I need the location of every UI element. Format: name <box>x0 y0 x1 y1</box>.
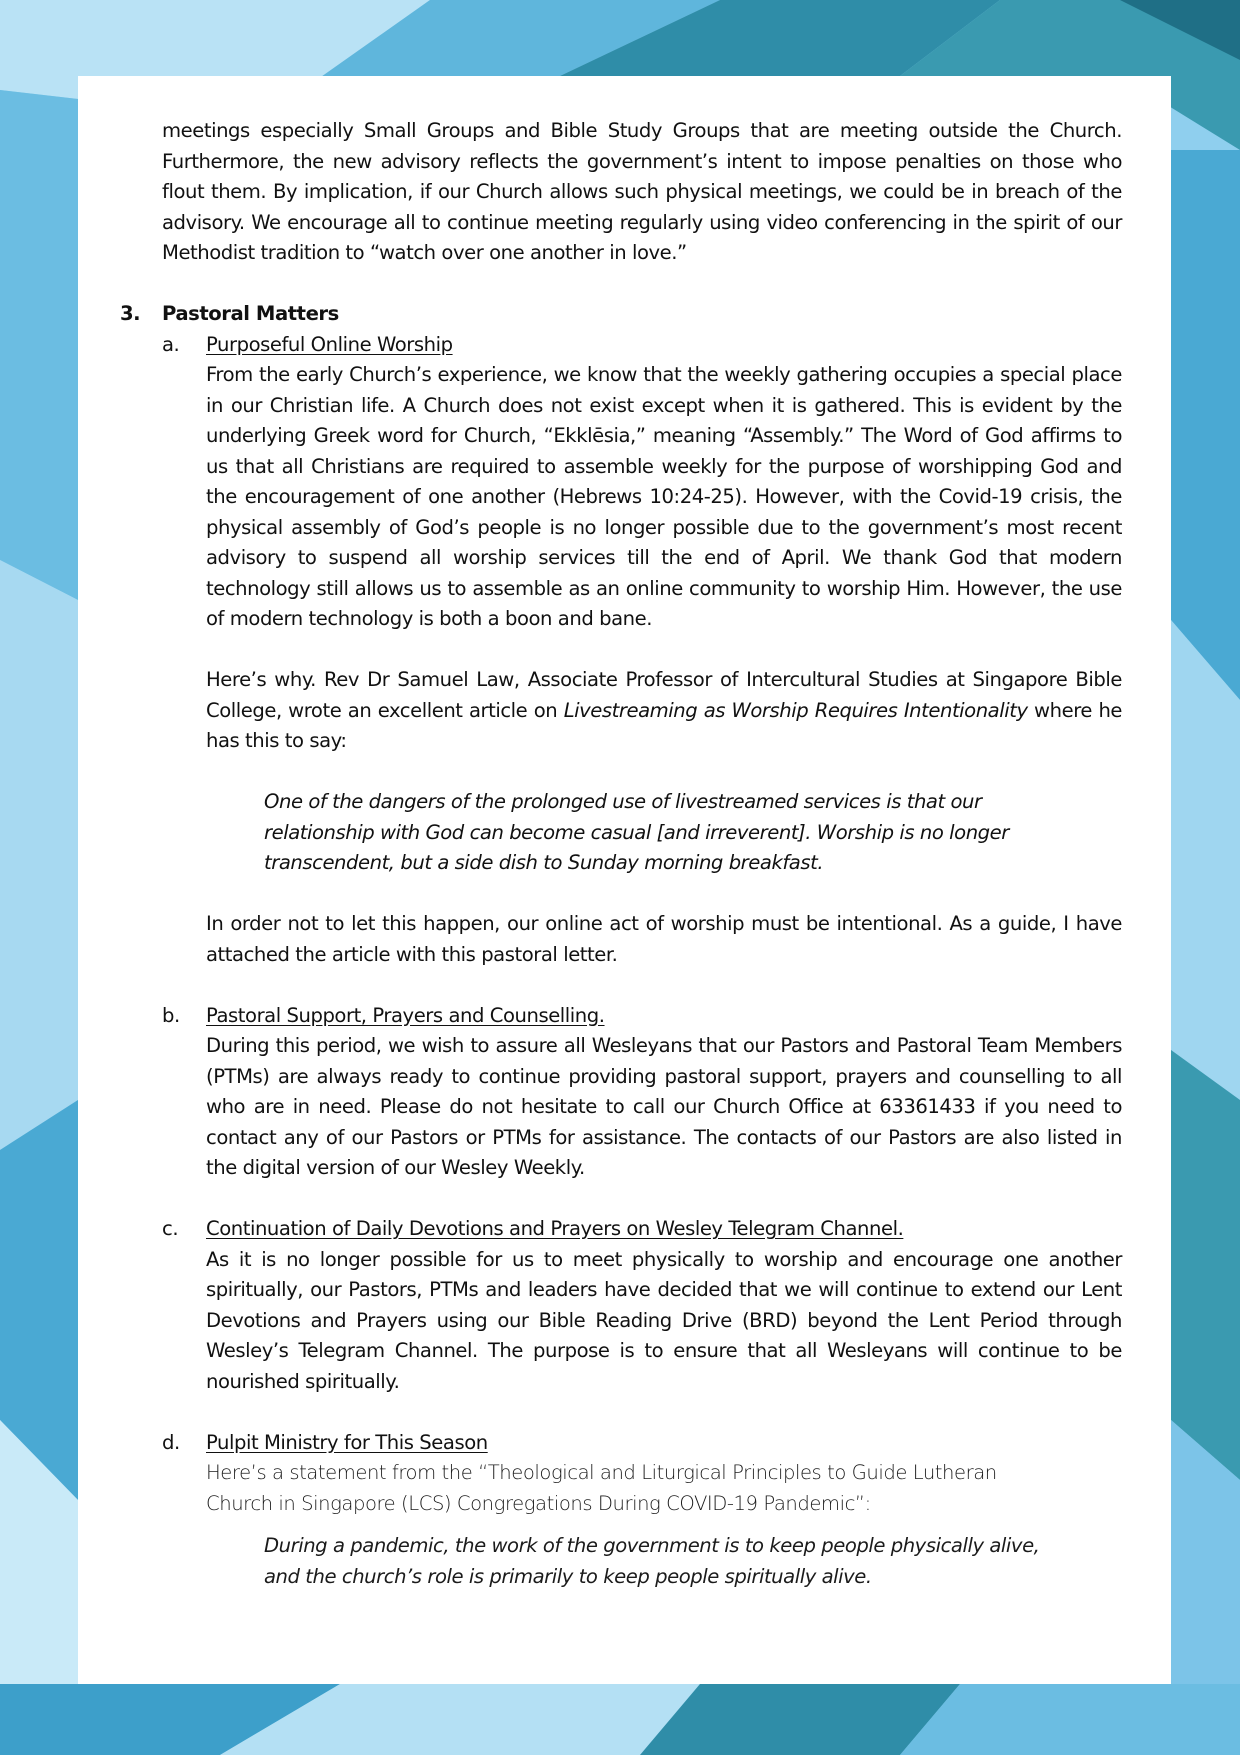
item-purposeful-online-worship-cont <box>162 909 1122 970</box>
block-quote-line: During a pandemic, the work of the government is to keep people physically alive, <box>264 1534 1040 1557</box>
item-pastoral-support <box>162 1001 1122 1184</box>
section-title: Pastoral Matters <box>162 302 339 325</box>
item-paragraph: During this period, we wish to assure all Wesleyans that our Pastors and Pastoral Team Members (PTMs) are always ready to continue providing pastoral support, prayers and counselling to all who are in need. Please do not hesitate to call our Church Office at 63361433 if you need to contact any of our Pastors or PTMs for assistance. The contacts of our Pastors are also listed in the digital version of our Wesley Weekly. <box>206 1034 1122 1179</box>
block-quote-line: and the church’s role is primarily to keep people spiritually alive. <box>264 1564 872 1588</box>
item-daily-devotions <box>162 1214 1122 1397</box>
block-quote: One of the dangers of the prolonged use of livestreamed services is that our relationship with God can become casual [and irreverent]. Worship is no longer transcendent, but a side dish to Sunday morning breakfast. <box>264 790 1009 874</box>
item-title: Pastoral Support, Prayers and Counselling. <box>206 1003 605 1027</box>
item-letter: c. <box>162 1217 179 1240</box>
item-title: Continuation of Daily Devotions and Prayers on Wesley Telegram Channel. <box>206 1217 904 1240</box>
item-paragraph: As it is no longer possible for us to meet physically to worship and encourage one another spiritually, our Pastors, PTMs and leaders have decided that we will continue to extend our Lent Devotions and Prayers using our Bible Reading Drive (BRD) beyond the Lent Period through Wesley’s Telegram Channel. The purpose is to ensure that all Wesleyans will continue to be nourished spiritually. <box>206 1247 1122 1393</box>
item-purposeful-online-worship <box>162 330 1122 788</box>
item-title: Purposeful Online Worship <box>206 332 453 356</box>
page-content <box>120 116 1123 1592</box>
item-paragraph-citation: Here’s why. Rev Dr Samuel Law, Associate Professor of Intercultural Studies at Singapore Bible College, wrote an excellent article on Livestreaming as Worship Requires Intentionality where he has this to say: <box>206 668 1123 752</box>
section-heading <box>120 299 1122 330</box>
item-pulpit-ministry <box>162 1428 1122 1520</box>
item-letter: b. <box>162 1003 180 1027</box>
item-paragraph: In order not to let this happen, our online act of worship must be intentional. As a guide, I have attached the article with this pastoral letter. <box>206 912 1122 966</box>
item-letter: d. <box>162 1430 180 1454</box>
item-title: Pulpit Ministry for This Season <box>206 1430 488 1454</box>
item-line: Here’s a statement from the “Theological and Liturgical Principles to Guide Lutheran <box>206 1461 997 1484</box>
document-page <box>78 76 1171 1684</box>
item-line: Church in Singapore (LCS) Congregations During COVID-19 Pandemic”: <box>206 1491 871 1515</box>
item-letter: a. <box>162 332 180 356</box>
section-number: 3. <box>120 302 141 325</box>
intro-paragraph: meetings especially Small Groups and Bible Study Groups that are meeting outside the Church. Furthermore, the new advisory reflects the government’s intent to impose penalties on those who flout them. By implication, if our Church allows such physical meetings, we could be in breach of the advisory. We encourage all to continue meeting regularly using video conferencing in the spirit of our Methodist tradition to “watch over one another in love.” <box>162 119 1122 264</box>
article-title: Livestreaming as Worship Requires Intentionality <box>563 698 1028 722</box>
item-paragraph: From the early Church’s experience, we know that the weekly gathering occupies a special place in our Christian life. A Church does not exist except when it is gathered. This is evident by the underlying Greek word for Church, “Ekklēsia,” meaning “Assembly.” The Word of God affirms to us that all Christians are required to assemble weekly for the purpose of worshipping God and the encouragement of one another (Hebrews 10:24-25). However, with the Covid-19 crisis, the physical assembly of God’s people is no longer possible due to the government’s most recent advisory to suspend all worship services till the end of April. We thank God that modern technology still allows us to assemble as an online community to worship Him. However, the use of modern technology is both a boon and bane. <box>206 363 1122 630</box>
